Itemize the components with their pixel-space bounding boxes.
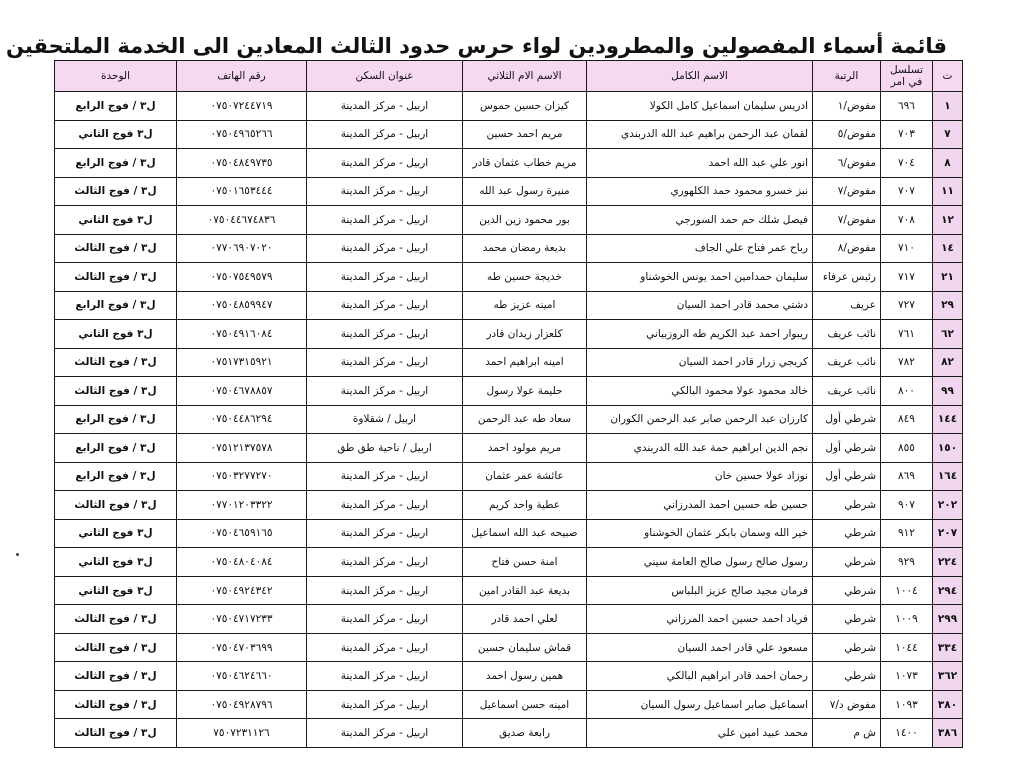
cell-address: اربيل - مركز المدينة [307,149,463,178]
cell-mother: صبيحه عبد الله اسماعيل [463,519,587,548]
cell-mother: كلعزار زيدان قادر [463,320,587,349]
cell-name: رسول صالح رسول صالح العامة سيني [587,548,813,577]
cell-mother: بديعة عبد القادر امين [463,576,587,605]
cell-idx: ٢٠٧ [933,519,963,548]
cell-address: اربيل - مركز المدينة [307,519,463,548]
cell-mother: قماش سليمان حسين [463,633,587,662]
cell-name: دشتي محمد قادر احمد السيان [587,291,813,320]
cell-order: ٧٠٧ [881,177,933,206]
cell-order: ٩١٢ [881,519,933,548]
cell-rank: شرطي [813,548,881,577]
cell-order: ٧٠٤ [881,149,933,178]
header-row [55,61,963,92]
cell-phone: ٠٧٥٠٤٤٨٦٢٩٤ [177,405,307,434]
cell-order: ١٠٠٩ [881,605,933,634]
cell-address: اربيل - مركز المدينة [307,177,463,206]
page-title: قائمة أسماء المفصولين والمطرودين لواء حرس حدود الثالث المعادين الى الخدمة الملتحقين [6,34,947,58]
cell-unit: ل٣ فوج الثاني [55,120,177,149]
cell-address: اربيل - مركز المدينة [307,92,463,121]
cell-phone: ٠٧٥٠٣٢٧٧٢٧٠ [177,462,307,491]
cell-idx: ١٦٤ [933,462,963,491]
cell-rank: ش م [813,719,881,748]
cell-unit: ل٣ فوج الثاني [55,576,177,605]
cell-order: ٧٨٢ [881,348,933,377]
table-row [55,377,963,406]
cell-name: اسماعيل صابر اسماعيل رسول السيان [587,690,813,719]
cell-name: مسعود علي قادر احمد السيان [587,633,813,662]
cell-order: ٧٠٨ [881,206,933,235]
cell-idx: ٨٢ [933,348,963,377]
cell-rank: شرطي [813,662,881,691]
cell-order: ٧٠٣ [881,120,933,149]
cell-rank: شرطي أول [813,462,881,491]
cell-name: فرياد احمد حسين احمد المرزاني [587,605,813,634]
cell-name: كارزان عبد الرحمن صابر عبد الرحمن الكوران [587,405,813,434]
table-row [55,206,963,235]
cell-idx: ١٢ [933,206,963,235]
table-row [55,263,963,292]
table-row [55,576,963,605]
cell-order: ٨٤٩ [881,405,933,434]
cell-phone: ٠٧٥٠٤٩١٦٠٨٤ [177,320,307,349]
cell-address: اربيل - مركز المدينة [307,633,463,662]
cell-order: ٨٥٥ [881,434,933,463]
cell-idx: ١ [933,92,963,121]
cell-order: ٧٢٧ [881,291,933,320]
cell-address: اربيل - مركز المدينة [307,576,463,605]
cell-name: رباح عمر فتاح علي الجاف [587,234,813,263]
table-row [55,662,963,691]
cell-idx: ١١ [933,177,963,206]
cell-phone: ٠٧٥١٧٣١٥٩٢١ [177,348,307,377]
cell-rank: مفوض/٧ [813,177,881,206]
cell-address: اربيل / ناحية طق طق [307,434,463,463]
cell-unit: ل٣ فوج الثاني [55,519,177,548]
cell-name: ادريس سليمان اسماعيل كامل الكولا [587,92,813,121]
cell-phone: ٠٧٥٠٤٦٥٩١٦٥ [177,519,307,548]
table-row [55,434,963,463]
cell-phone: ٠٧٧٠٦٩٠٧٠٢٠ [177,234,307,263]
cell-rank: نائب عريف [813,377,881,406]
cell-unit: ل٣ / فوج الثالث [55,348,177,377]
table-row [55,177,963,206]
cell-name: انور علي عبد الله احمد [587,149,813,178]
cell-address: اربيل - مركز المدينة [307,320,463,349]
cell-idx: ٣٣٤ [933,633,963,662]
cell-order: ٩٢٩ [881,548,933,577]
cell-phone: ٠٧٥٠٤٦٢٤٦٦٠ [177,662,307,691]
cell-unit: ل٣ / فوج الرابع [55,462,177,491]
cell-address: اربيل - مركز المدينة [307,548,463,577]
cell-order: ١٠٩٣ [881,690,933,719]
header-address: عنوان السكن [307,61,463,92]
cell-mother: مريم احمد حسين [463,120,587,149]
cell-rank: عريف [813,291,881,320]
cell-name: خير الله وسمان بابكر عثمان الخوشناو [587,519,813,548]
table-row [55,320,963,349]
cell-phone: ٠٧٥٠٤٩٦٥٢٦٦ [177,120,307,149]
cell-phone: ٠٧٥٠٤٩٢٤٣٤٢ [177,576,307,605]
cell-unit: ل٣ / فوج الثالث [55,177,177,206]
cell-order: ١٠٧٣ [881,662,933,691]
cell-phone: ٠٧٥٠٤٩٢٨٧٩٦ [177,690,307,719]
cell-name: نوزاد عولا حسين خان [587,462,813,491]
cell-rank: مفوض/٧ [813,206,881,235]
cell-mother: بور محمود زين الدين [463,206,587,235]
cell-idx: ٣٨٠ [933,690,963,719]
cell-address: اربيل - مركز المدينة [307,120,463,149]
cell-idx: ٢٩٩ [933,605,963,634]
cell-order: ٦٩٦ [881,92,933,121]
cell-rank: شرطي [813,519,881,548]
table-row [55,291,963,320]
cell-name: فيصل شلك حم حمد السورجي [587,206,813,235]
cell-rank: نائب عريف [813,348,881,377]
cell-phone: ٠٧٥٠٤٨٠٤٠٨٤ [177,548,307,577]
table-row [55,548,963,577]
cell-unit: ل٣ / فوج الثالث [55,491,177,520]
cell-idx: ١٤ [933,234,963,263]
cell-name: ريبوار احمد عبد الكريم طه الروزبياني [587,320,813,349]
cell-phone: ٠٧٥٠٤٧٠٣٦٩٩ [177,633,307,662]
cell-address: اربيل - مركز المدينة [307,662,463,691]
cell-mother: كيزان حسين حموس [463,92,587,121]
cell-idx: ١٥٠ [933,434,963,463]
table-row [55,348,963,377]
cell-phone: ٠٧٥٠٧٥٤٩٥٧٩ [177,263,307,292]
cell-mother: امينه حسن اسماعيل [463,690,587,719]
cell-idx: ١٤٤ [933,405,963,434]
cell-unit: ل٣ / فوج الثالث [55,263,177,292]
cell-mother: عائشة عمر عثمان [463,462,587,491]
cell-phone: ٠٧٥٠٤٧١٧٢٣٣ [177,605,307,634]
cell-unit: ل٣ / فوج الرابع [55,434,177,463]
cell-address: اربيل - مركز المدينة [307,605,463,634]
cell-unit: ل٣ / فوج الرابع [55,291,177,320]
header-rank: الرتبة [813,61,881,92]
cell-rank: نائب عريف [813,320,881,349]
table-row [55,633,963,662]
cell-name: نبز خسرو محمود حمد الكلهوري [587,177,813,206]
cell-phone: ٠٧٧٠١٢٠٣٣٢٢ [177,491,307,520]
cell-order: ٨٠٠ [881,377,933,406]
table-row [55,605,963,634]
table-row [55,405,963,434]
cell-unit: ل٣ / فوج الثالث [55,605,177,634]
cell-address: اربيل - مركز المدينة [307,377,463,406]
cell-order: ١٠٠٤ [881,576,933,605]
roster-sheet [54,60,962,748]
cell-idx: ٨ [933,149,963,178]
cell-idx: ٢٩٤ [933,576,963,605]
cell-idx: ٢١ [933,263,963,292]
cell-mother: همين رسول احمد [463,662,587,691]
cell-mother: امينه ابراهيم احمد [463,348,587,377]
cell-rank: شرطي أول [813,405,881,434]
cell-order: ٧٦١ [881,320,933,349]
cell-idx: ٣٨٦ [933,719,963,748]
cell-address: اربيل - مركز المدينة [307,263,463,292]
table-row [55,149,963,178]
cell-phone: ٠٧٥٠٤٨٤٩٧٣٥ [177,149,307,178]
cell-phone: ٠٧٥١٢١٣٧٥٧٨ [177,434,307,463]
cell-mother: امينه عزيز طه [463,291,587,320]
cell-address: اربيل - مركز المدينة [307,291,463,320]
cell-name: لقمان عبد الرحمن براهيم عبد الله الدربندي [587,120,813,149]
cell-address: اربيل - مركز المدينة [307,491,463,520]
cell-unit: ل٣ / فوج الثالث [55,662,177,691]
cell-unit: ل٣ / فوج الثالث [55,234,177,263]
cell-name: فرمان مجيد صالح عزيز البلباس [587,576,813,605]
table-row [55,234,963,263]
cell-rank: رئيس عرفاء [813,263,881,292]
roster-table [54,60,963,748]
cell-phone: ٠٧٥٠٧٢٤٤٧١٩ [177,92,307,121]
cell-unit: ل٣ / فوج الثالث [55,719,177,748]
cell-idx: ٢٠٢ [933,491,963,520]
cell-idx: ٦٢ [933,320,963,349]
cell-idx: ٩٩ [933,377,963,406]
header-order: تسلسل في امر [881,61,933,92]
cell-rank: شرطي [813,605,881,634]
cell-unit: ل٣ فوج الثاني [55,206,177,235]
cell-unit: ل٣ / فوج الرابع [55,92,177,121]
table-row [55,519,963,548]
cell-mother: امنة حسن فتاح [463,548,587,577]
header-unit: الوحدة [55,61,177,92]
table-row [55,462,963,491]
cell-rank: مفوض/٥ [813,120,881,149]
cell-mother: بديعة رمضان محمد [463,234,587,263]
cell-order: ٧١٠ [881,234,933,263]
cell-name: سليمان حمدامين احمد يونس الخوشناو [587,263,813,292]
cell-phone: ٠٧٥٠٤٦٧٨٨٥٧ [177,377,307,406]
cell-unit: ل٣ / فوج الثالث [55,690,177,719]
cell-rank: مفوض/١ [813,92,881,121]
cell-rank: مفوض د/٧ [813,690,881,719]
cell-unit: ل٣ / فوج الرابع [55,149,177,178]
cell-rank: شرطي [813,491,881,520]
roster-body [55,92,963,748]
cell-rank: مفوض/٨ [813,234,881,263]
header-mother: الاسم الام الثلاثي [463,61,587,92]
cell-mother: خديجة حسين طه [463,263,587,292]
cell-phone: ٠٧٥٠٤٨٥٩٩٤٧ [177,291,307,320]
table-row [55,120,963,149]
cell-address: اربيل - مركز المدينة [307,206,463,235]
cell-address: اربيل - مركز المدينة [307,348,463,377]
cell-mother: لعلي احمد قادر [463,605,587,634]
header-name: الاسم الكامل [587,61,813,92]
cell-mother: منيرة رسول عبد الله [463,177,587,206]
cell-idx: ٣٦٢ [933,662,963,691]
cell-idx: ٧ [933,120,963,149]
cell-mother: حليمة عولا رسول [463,377,587,406]
cell-rank: شرطي [813,576,881,605]
cell-mother: سعاد طه عبد الرحمن [463,405,587,434]
table-row [55,491,963,520]
scan-speck [16,553,19,556]
cell-rank: مفوض/٦ [813,149,881,178]
cell-idx: ٢٢٤ [933,548,963,577]
cell-phone: ٠٧٥٠١٦٥٣٤٤٤ [177,177,307,206]
cell-rank: شرطي أول [813,434,881,463]
cell-mother: مريم مولود احمد [463,434,587,463]
table-row [55,719,963,748]
cell-phone: ٠٧٥٠٤٤٦٧٤٨٣٦ [177,206,307,235]
cell-name: خالد محمود عولا محمود البالكي [587,377,813,406]
cell-address: اربيل - مركز المدينة [307,462,463,491]
cell-unit: ل٣ / فوج الرابع [55,405,177,434]
cell-idx: ٢٩ [933,291,963,320]
cell-name: نجم الدين ابراهيم حمة عبد الله الدربندي [587,434,813,463]
cell-mother: مريم خطاب عثمان قادر [463,149,587,178]
cell-unit: ل٣ / فوج الثالث [55,633,177,662]
cell-order: ٩٠٧ [881,491,933,520]
cell-phone: ٧٥٠٧٢٣١١٢٦ [177,719,307,748]
header-idx: ت [933,61,963,92]
cell-name: حسين طه حسين احمد المدرزاني [587,491,813,520]
cell-address: اربيل / شقلاوة [307,405,463,434]
cell-order: ١٠٤٤ [881,633,933,662]
cell-unit: ل٣ فوج الثاني [55,548,177,577]
header-phone: رقم الهاتف [177,61,307,92]
cell-name: رحمان احمد قادر ابراهيم البالكي [587,662,813,691]
cell-address: اربيل - مركز المدينة [307,719,463,748]
table-row [55,690,963,719]
cell-rank: شرطي [813,633,881,662]
cell-order: ١٤٠٠ [881,719,933,748]
cell-order: ٨٦٩ [881,462,933,491]
table-row [55,92,963,121]
cell-name: محمد عبيد امين علي [587,719,813,748]
cell-unit: ل٣ / فوج الثالث [55,377,177,406]
cell-unit: ل٣ فوج الثاني [55,320,177,349]
cell-mother: عطية واحد كريم [463,491,587,520]
cell-mother: رابعة صديق [463,719,587,748]
cell-order: ٧١٧ [881,263,933,292]
cell-address: اربيل - مركز المدينة [307,234,463,263]
cell-name: كريجي زرار قادر احمد السيان [587,348,813,377]
cell-address: اربيل - مركز المدينة [307,690,463,719]
